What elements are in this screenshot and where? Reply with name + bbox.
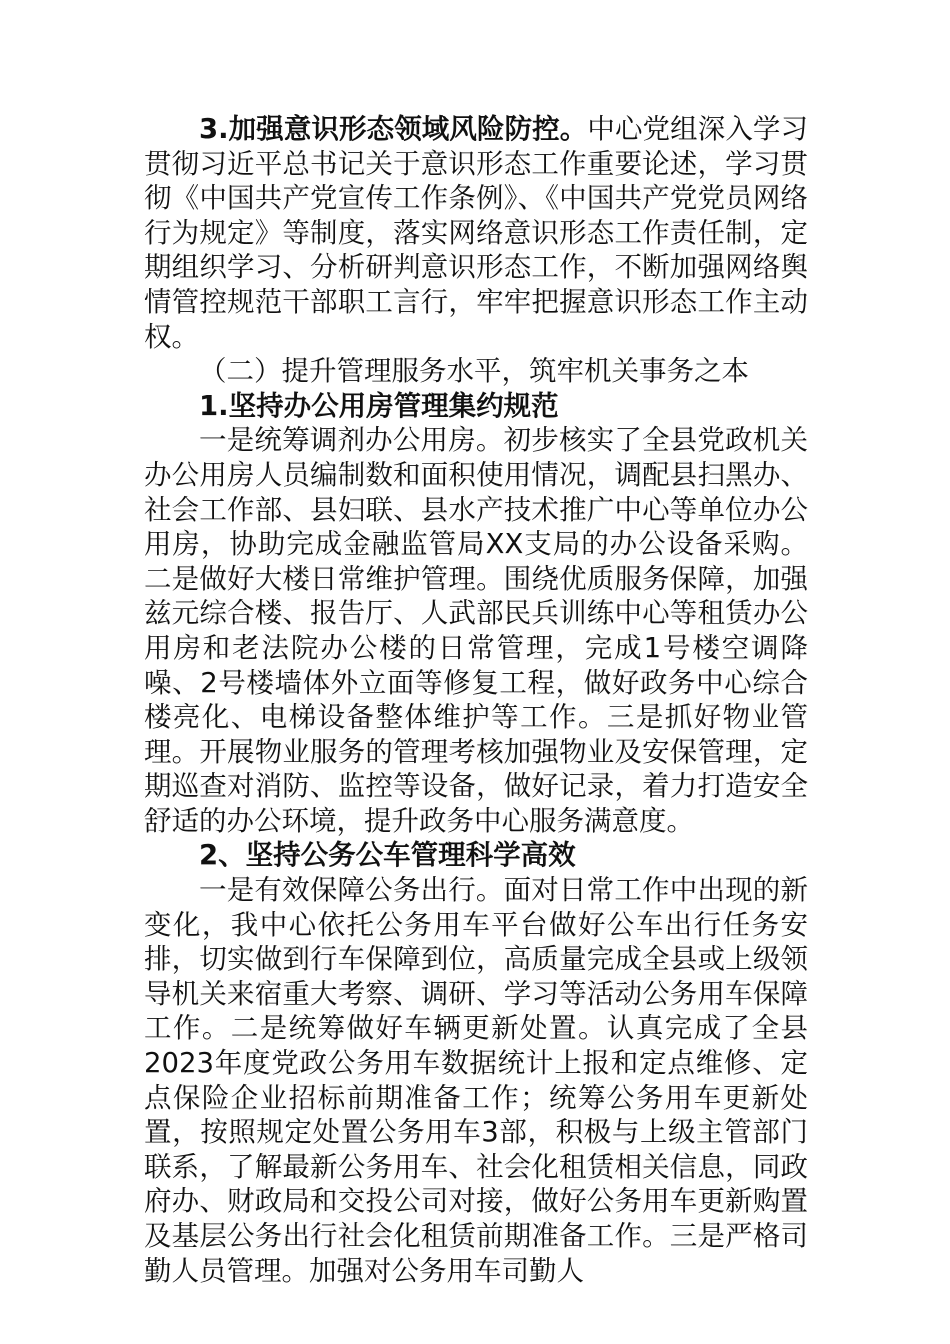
item1-body: 一是统筹调剂办公用房。初步核实了全县党政机关办公用房人员编制数和面积使用情况，调配县扫黑办、社会工作部、县妇联、县水产技术推广中心等单位办公用房，协助完成金融监管局XX支局的办公设备采购。二是做好大楼日常维护管理。围绕优质服务保障，加强兹元综合楼、报告厅、人武部民兵训练中心等租赁办公用房和老法院办公楼的日常管理，完成1号楼空调降噪、2号楼墙体外立面等修复工程，做好政务中心综合楼亮化、电梯设备整体维护等工作。三是抓好物业管理。开展物业服务的管理考核加强物业及安保管理，定期巡查对消防、监控等设备，做好记录，着力打造安全舒适的办公环境，提升政务中心服务满意度。 (144, 424, 808, 837)
item2-body: 一是有效保障公务出行。面对日常工作中出现的新变化，我中心依托公务用车平台做好公车出行任务安排，切实做到行车保障到位，高质量完成全县或上级领导机关来宿重大考察、调研、学习等活动公务用车保障工作。二是统筹做好车辆更新处置。认真完成了全县2023年度党政公务用车数据统计上报和定点维修、定点保险企业招标前期准备工作；统筹公务用车更新处置，按照规定处置公务用车3部，积极与上级主管部门联系，了解最新公务用车、社会化租赁相关信息，同政府办、财政局和交投公司对接，做好公务用车更新购置及基层公务出行社会化租赁前期准备工作。三是严格司勤人员管理。加强对公务用车司勤人 (144, 874, 808, 1287)
document-page (144, 112, 808, 1288)
item2-heading: 2、坚持公务公车管理科学高效 (199, 839, 576, 872)
section3-heading: 3.加强意识形态领域风险防控。 (199, 113, 588, 145)
section3-paragraph (144, 112, 808, 354)
part2-title: （二）提升管理服务水平，筑牢机关事务之本 (199, 355, 749, 388)
item1-heading: 1.坚持办公用房管理集约规范 (199, 389, 559, 422)
section3-body: 中心党组深入学习贯彻习近平总书记关于意识形态工作重要论述，学习贯彻《中国共产党宣传工作条例》、《中国共产党党员网络行为规定》等制度，落实网络意识形态工作责任制，定期组织学习、分析研判意识形态工作，不断加强网络舆情管控规范干部职工言行，牢牢把握意识形态工作主动权。 (144, 113, 808, 353)
